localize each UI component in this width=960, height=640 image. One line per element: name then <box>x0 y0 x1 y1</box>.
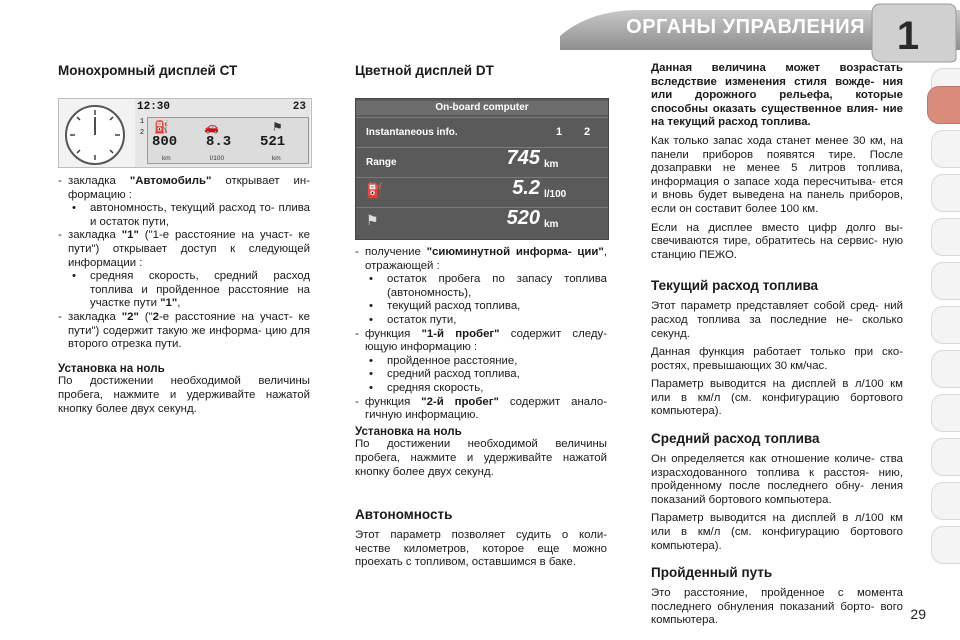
fuel-pump-icon: ⛽ <box>154 120 169 134</box>
heading-color: Цветной дисплей DT <box>355 63 494 78</box>
column-monochrome <box>58 62 310 416</box>
lcd-unit-l100: l/100 <box>210 155 225 162</box>
display-row-consumption <box>356 177 608 210</box>
display-tab-1: 1 <box>556 126 563 138</box>
list-subitem: • текущий расход топлива, <box>369 300 521 313</box>
chapter-badge-icon: 1 <box>896 14 920 58</box>
display-row-info <box>356 117 608 150</box>
chapter-tabs <box>926 68 960 588</box>
list-item: - функция "2-й пробег" содержит анало- гичную информацию. <box>355 395 607 422</box>
autonomy-text: Этот параметр позволяет судить о коли- честве километров, которое еще можно проехать с топливом, оставшимся в баке. <box>355 529 607 569</box>
intro-note: Данная величина может возрастать вследствие изменения стиля вожде- ния или дорожного рельефа, которые способны оказать существенное влия- ние на текущий расход топлива. <box>651 62 903 129</box>
distance-paragraph: Это расстояние, пройденное с момента последнего обнуления показаний борто- вого компьютера. <box>651 587 903 627</box>
chapter-tab[interactable] <box>931 218 960 256</box>
heading-reset: Установка на ноль <box>58 361 165 375</box>
current-paragraph-3: Параметр выводится на дисплей в л/100 км или в км/л (см. конфигурацию бортового компьютера). <box>651 378 903 418</box>
color-display-image <box>355 98 609 240</box>
chapter-tab[interactable] <box>931 130 960 168</box>
display-distance-value: 520 <box>506 207 540 229</box>
lcd-unit-km: km <box>162 155 171 162</box>
lcd-panel <box>135 99 310 167</box>
checkered-flag-icon: ⚑ <box>272 120 283 134</box>
display-title: On-board computer <box>356 101 608 115</box>
list-item: - функция "1-й пробег" содержит следу- ющую информацию : <box>355 327 607 354</box>
lcd-consumption-value: 8.3 <box>206 134 232 150</box>
clock-dial-icon <box>65 105 125 165</box>
chapter-tab-active[interactable] <box>927 86 960 124</box>
reset-text: По достижении необходимой величины пробега, нажмите и удерживайте нажатой кнопку более двух секунд. <box>58 375 310 415</box>
display-distance-unit: km <box>544 219 559 230</box>
display-row-range <box>356 147 608 180</box>
chapter-tab[interactable] <box>931 526 960 564</box>
display-tab-2: 2 <box>584 126 591 138</box>
lcd-tab-indicator <box>137 117 147 162</box>
lcd-unit-km-2: km <box>272 155 281 162</box>
display-row-label: Instantaneous info. <box>366 127 458 138</box>
list-subitem: • пройденное расстояние, <box>369 354 518 367</box>
section-title: ОРГАНЫ УПРАВЛЕНИЯ <box>626 16 865 38</box>
lcd-screen <box>147 117 309 164</box>
heading-current-consumption: Текущий расход топлива <box>651 278 819 294</box>
display-consumption-unit: l/100 <box>544 189 567 200</box>
checkered-flag-icon: ⚑ <box>366 212 379 228</box>
chapter-tab[interactable] <box>931 394 960 432</box>
car-icon: 🚗 <box>204 120 219 134</box>
chapter-tab[interactable] <box>931 350 960 388</box>
heading-distance: Пройденный путь <box>651 565 773 581</box>
column-right <box>651 62 903 628</box>
lcd-tab-2: 2 <box>139 129 145 137</box>
heading-autonomy: Автономность <box>355 507 453 523</box>
monochrome-display-image <box>58 98 312 168</box>
display-range-unit: km <box>544 159 559 170</box>
chapter-tab[interactable] <box>931 482 960 520</box>
list-item: - закладка "Автомобиль" открывает ин- формацию : <box>58 175 311 201</box>
chapter-tab[interactable] <box>931 438 960 476</box>
lcd-tab-1: 1 <box>139 118 145 126</box>
heading-monochrome: Монохромный дисплей СТ <box>58 63 238 78</box>
display-consumption-value: 5.2 <box>512 177 540 199</box>
reset-text: По достижении необходимой величины пробега, нажмите и удерживайте нажатой кнопку более двух секунд. <box>355 438 607 478</box>
column-color <box>355 62 607 570</box>
range-paragraph-1: Как только запас хода станет менее 30 км, на панели приборов появятся тире. После дозаправки не менее 5 литров топлива, информация о запасе хода пересчитыва- ется и вновь будет выведена на панель приборов, если он составит более 100 км. <box>651 134 903 215</box>
range-paragraph-2: Если на дисплее вместо цифр долго вы- свечиваются тире, обратитесь на сервис- ную станцию ПЕЖО. <box>651 221 903 261</box>
list-item: - закладка "1" ("1-е расстояние на участ- ке пути") открывает доступ к следующей информации : <box>58 229 310 269</box>
list-subitem: • автономность, текущий расход то- плива и остаток пути, <box>72 202 310 228</box>
current-paragraph-1: Этот параметр представляет собой сред- ний расход топлива за последние не- сколько секунд. <box>651 300 903 340</box>
header-banner <box>0 0 960 68</box>
display-range-value: 745 <box>506 147 540 169</box>
average-paragraph-1: Он определяется как отношение количе- ства израсходованного топлива к расстоя- нию, пройденному после последнего обну- ления показаний бортового компьютера. <box>651 453 903 506</box>
display-range-label: Range <box>366 157 397 168</box>
heading-average-consumption: Средний расход топлива <box>651 431 820 447</box>
display-row-distance <box>356 207 608 240</box>
list-subitem: • средняя скорость, средний расход топлива и пройденное расстояние на участке пути "1", <box>72 270 310 310</box>
list-subitem: • средний расход топлива, <box>369 368 520 381</box>
list-subitem: • остаток пути, <box>369 313 457 326</box>
chapter-tab[interactable] <box>931 174 960 212</box>
average-paragraph-2: Параметр выводится на дисплей в л/100 км или в км/л (см. конфигурацию бортового компьютера). <box>651 512 903 552</box>
list-subitem: • остаток пробега по запасу топлива (автономность), <box>369 273 607 299</box>
fuel-pump-icon: ⛽ <box>366 182 384 198</box>
list-item: - закладка "2" ("2-е расстояние на участ- ке пути") содержит такую же информа- цию для второго отрезка пути. <box>58 310 310 351</box>
heading-reset: Установка на ноль <box>355 424 462 438</box>
lcd-distance-value: 521 <box>260 134 286 150</box>
dial-ticks <box>67 107 123 163</box>
chapter-tab[interactable] <box>931 262 960 300</box>
lcd-temp: 23 <box>292 101 306 113</box>
page-number: 29 <box>910 606 926 622</box>
lcd-clock: 12:30 <box>137 101 171 113</box>
current-paragraph-2: Данная функция работает только при ско- ростях, превышающих 30 км/час. <box>651 346 903 372</box>
list-subitem: • средняя скорость, <box>369 381 484 394</box>
list-item: - получение "сиюминутной информа- ции", отражающей : <box>355 246 607 272</box>
lcd-range-value: 800 <box>152 134 178 150</box>
chapter-tab[interactable] <box>931 306 960 344</box>
